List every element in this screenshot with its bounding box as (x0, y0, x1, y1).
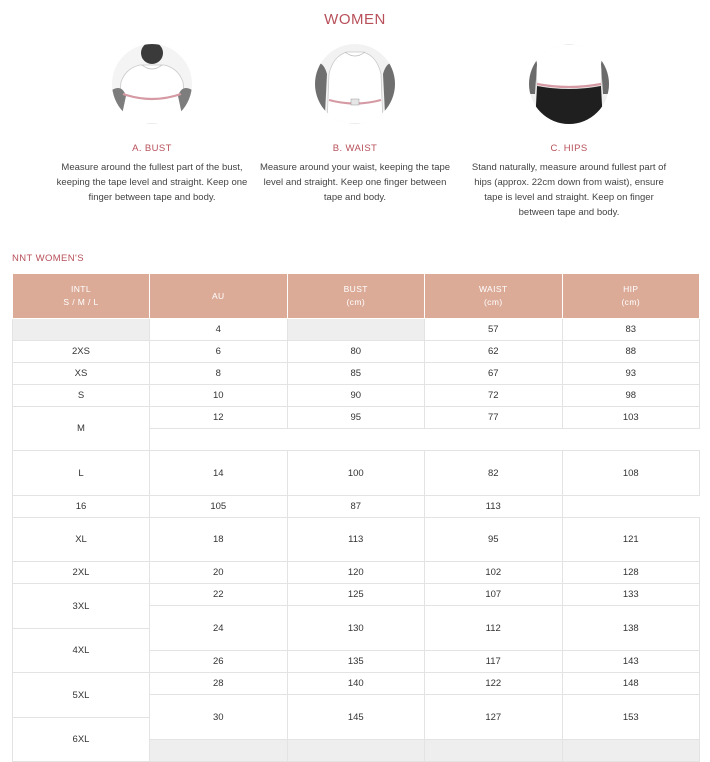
hip-cell: 153 (562, 695, 700, 740)
waist-cell: 82 (425, 451, 563, 496)
bust-cell: 145 (287, 695, 425, 740)
header-intl-sub: S / M / L (63, 297, 99, 307)
hip-cell: 83 (562, 319, 700, 341)
hip-cell: 143 (562, 651, 700, 673)
au-cell: 6 (150, 341, 288, 363)
bust-cell: 90 (287, 385, 425, 407)
waist-cell: 122 (425, 673, 563, 695)
header-waist-unit: (cm) (483, 297, 503, 307)
bust-label: A. BUST (132, 143, 172, 154)
waist-cell: 112 (425, 606, 563, 651)
table-row (13, 584, 700, 606)
table-row (13, 496, 700, 518)
table-row (13, 518, 700, 540)
bust-cell: 95 (287, 407, 425, 429)
header-hip-unit: (cm) (621, 297, 641, 307)
bust-cell: 100 (287, 451, 425, 496)
waist-cell: 102 (425, 562, 563, 584)
bust-measure-photo (112, 44, 192, 124)
intl-cell: XS (13, 363, 150, 385)
bust-cell: 85 (287, 363, 425, 385)
table-row (13, 407, 700, 429)
hips-measure-photo (529, 44, 609, 124)
hip-cell: 93 (562, 363, 700, 385)
hip-cell: 128 (562, 562, 700, 584)
intl-cell: 2XS (13, 341, 150, 363)
size-chart-table (12, 273, 700, 762)
bust-cell: 105 (150, 496, 288, 518)
bust-cell: 113 (287, 518, 425, 562)
table-title: NNT WOMEN'S (12, 253, 85, 264)
hip-cell: 103 (562, 407, 700, 429)
intl-cell: 3XL (13, 584, 150, 629)
waist-cell: 62 (425, 341, 563, 363)
waist-cell: 95 (425, 518, 563, 562)
waist-cell: 107 (425, 584, 563, 606)
au-cell: 16 (13, 496, 150, 518)
waist-cell: 117 (425, 651, 563, 673)
hip-cell: 113 (425, 496, 563, 518)
header-bust-label: BUST (343, 284, 368, 294)
au-cell: 14 (150, 451, 288, 496)
waist-cell: 57 (425, 319, 563, 341)
hip-cell: 121 (562, 518, 700, 562)
header-bust (287, 274, 425, 319)
waist-cell: 77 (425, 407, 563, 429)
hip-cell: 148 (562, 673, 700, 695)
au-cell: 10 (150, 385, 288, 407)
table-row (13, 319, 700, 341)
header-intl-label: INTL (70, 284, 92, 294)
table-row (13, 673, 700, 695)
au-cell: 8 (150, 363, 288, 385)
waist-description: Measure around your waist, keeping the tape level and straight. Keep one finger between tape and body. (259, 162, 451, 203)
au-cell: 22 (150, 584, 288, 606)
hip-cell: 133 (562, 584, 700, 606)
intl-cell: S (13, 385, 150, 407)
header-intl (13, 274, 150, 319)
page-title: WOMEN (324, 11, 386, 28)
au-cell: 4 (150, 319, 288, 341)
header-au (150, 274, 288, 319)
au-cell: 18 (150, 518, 288, 562)
au-cell: 28 (150, 673, 288, 695)
bust-cell (287, 319, 425, 341)
bust-cell: 135 (287, 651, 425, 673)
hips-measure-block (469, 44, 669, 220)
waist-cell: 67 (425, 363, 563, 385)
table-row (13, 385, 700, 407)
bust-cell: 130 (287, 606, 425, 651)
au-cell: 24 (150, 606, 288, 651)
hips-description: Stand naturally, measure around fullest part of hips (approx. 22cm down from waist), ensure tape is level and straight. Keep on finger between tape and body. (471, 162, 667, 218)
empty-cell (150, 740, 288, 762)
hip-cell: 138 (562, 606, 700, 651)
header-hip (562, 274, 700, 319)
bust-cell: 125 (287, 584, 425, 606)
intl-cell: 5XL (13, 673, 150, 718)
intl-cell: 6XL (13, 718, 150, 762)
waist-measure-block (255, 44, 455, 205)
empty-cell (425, 740, 563, 762)
au-cell: 12 (150, 407, 288, 429)
header-hip-label: HIP (623, 284, 639, 294)
intl-cell: L (13, 451, 150, 496)
waist-measure-photo (315, 44, 395, 124)
bust-cell: 80 (287, 341, 425, 363)
waist-cell: 87 (287, 496, 425, 518)
bust-cell: 140 (287, 673, 425, 695)
bust-cell: 120 (287, 562, 425, 584)
intl-cell: M (13, 407, 150, 451)
table-row (13, 341, 700, 363)
intl-cell: 2XL (13, 562, 150, 584)
intl-cell: 4XL (13, 629, 150, 673)
empty-cell (562, 740, 700, 762)
bust-measure-block (52, 44, 252, 205)
empty-cell (287, 740, 425, 762)
waist-label: B. WAIST (332, 143, 378, 154)
header-bust-unit: (cm) (346, 297, 366, 307)
intl-cell-empty (13, 319, 150, 341)
intl-cell: XL (13, 518, 150, 562)
au-cell: 26 (150, 651, 288, 673)
hips-label: C. HIPS (550, 143, 588, 154)
table-row (13, 451, 700, 474)
header-waist (425, 274, 563, 319)
table-row (13, 562, 700, 584)
hip-cell: 108 (562, 451, 700, 496)
bust-description: Measure around the fullest part of the bust, keeping the tape level and straight. Keep one finger between tape and body. (56, 162, 248, 203)
au-cell: 30 (150, 695, 288, 740)
waist-cell: 127 (425, 695, 563, 740)
header-au-label: AU (211, 290, 225, 301)
au-cell: 20 (150, 562, 288, 584)
waist-cell: 72 (425, 385, 563, 407)
table-row (13, 363, 700, 385)
hip-cell: 98 (562, 385, 700, 407)
hip-cell: 88 (562, 341, 700, 363)
table-header-row (13, 274, 700, 319)
header-waist-label: WAIST (478, 284, 508, 294)
